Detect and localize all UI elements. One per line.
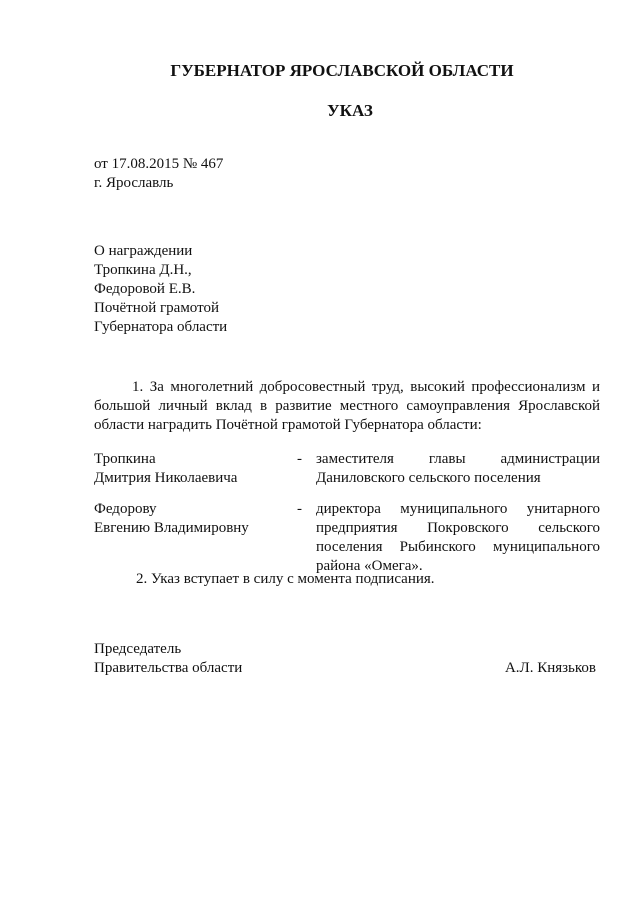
city-line: г. Ярославль bbox=[94, 175, 174, 191]
document-meta bbox=[94, 155, 223, 193]
subject-line: Почётной грамотой bbox=[94, 300, 219, 316]
subject-line: Губернатора области bbox=[94, 319, 228, 335]
document-title: ГУБЕРНАТОР ЯРОСЛАВСКОЙ ОБЛАСТИ bbox=[170, 61, 514, 80]
paragraph-1: 1. За многолетний добросовестный труд, высокий профессионализм и большой личный вклад в развитие местного самоуправления Ярославской области наградить Почётной грамотой Губернатора области: bbox=[94, 379, 600, 433]
awardee-position: заместителя главы администрации Даниловского сельского поселения bbox=[316, 451, 600, 486]
awardee-given-names: Евгению Владимировну bbox=[94, 520, 249, 536]
document-subject bbox=[94, 242, 227, 337]
signatory-name: А.Л. Князьков bbox=[504, 660, 596, 676]
awardee-position: директора муниципального унитарного предприятия Покровского сельского поселения Рыбинского муниципального района «Омега». bbox=[316, 501, 600, 574]
signatory-role-line: Председатель bbox=[94, 641, 182, 657]
subject-line: О награждении bbox=[94, 243, 193, 259]
signatory-role bbox=[94, 640, 242, 678]
paragraph-2: 2. Указ вступает в силу с момента подписания. bbox=[136, 571, 435, 587]
document-type: УКАЗ bbox=[327, 101, 373, 120]
awardee-dash: - bbox=[297, 451, 302, 467]
signatory-role-line: Правительства области bbox=[94, 660, 243, 676]
awardee-name bbox=[94, 450, 284, 488]
subject-line: Федоровой Е.В. bbox=[94, 281, 196, 297]
awardee-name bbox=[94, 500, 284, 538]
awardee-surname: Тропкина bbox=[94, 451, 156, 467]
awardee-dash: - bbox=[297, 501, 302, 517]
awardee-surname: Федорову bbox=[94, 501, 157, 517]
subject-line: Тропкина Д.Н., bbox=[94, 262, 192, 278]
awardee-given-names: Дмитрия Николаевича bbox=[94, 470, 238, 486]
date-number-line: от 17.08.2015 № 467 bbox=[94, 156, 224, 172]
